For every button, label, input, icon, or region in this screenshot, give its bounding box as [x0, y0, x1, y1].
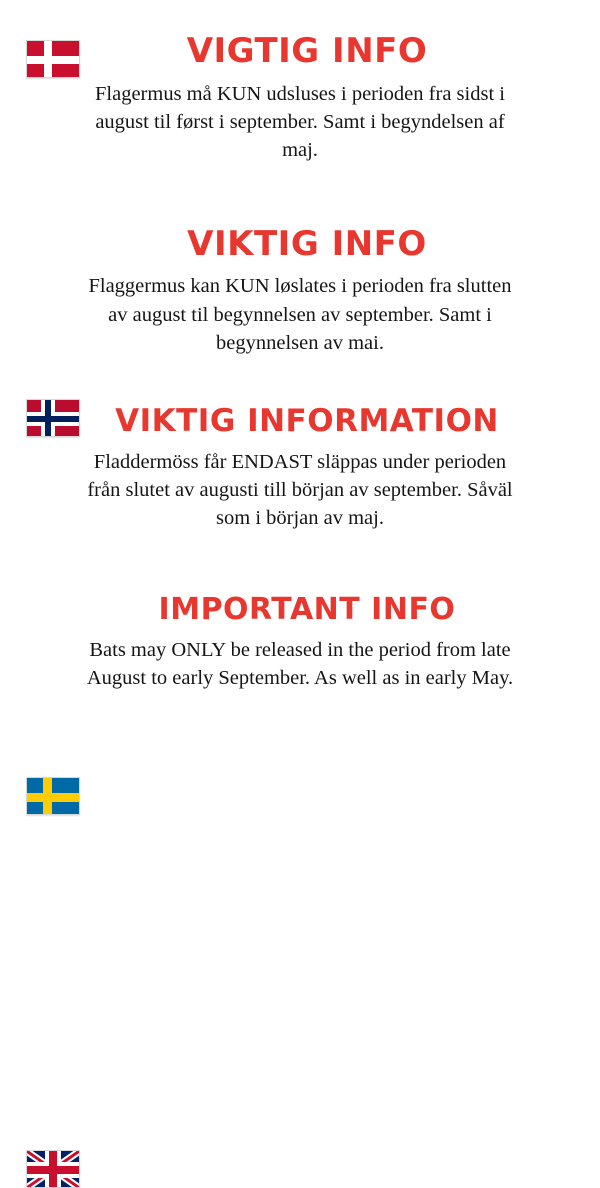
body-norwegian: Flaggermus kan KUN løslates i perioden fra slutten av august til begynnelsen av september. Samt i begynnelsen av mai.: [88, 275, 512, 354]
heading-swedish: VIKTIG INFORMATION: [115, 403, 499, 440]
section-danish: [0, 14, 600, 165]
heading-norwegian: VIKTIG INFO: [187, 223, 427, 264]
uk-flag-icon: [26, 1150, 80, 1188]
body-danish: Flagermus må KUN udsluses i perioden fra sidst i august til først i september. Samt i begyndelsen af maj.: [95, 82, 505, 162]
body-english: Bats may ONLY be released in the period from late August to early September. As well as in early May.: [86, 638, 514, 690]
sweden-flag-icon: [26, 777, 80, 815]
heading-danish: VIGTIG INFO: [186, 31, 428, 71]
section-swedish: [0, 363, 600, 532]
body-swedish: Fladdermöss får ENDAST släppas under perioden från slutet av augusti till början av september. Såväl som i början av maj.: [87, 450, 513, 530]
denmark-flag-icon: [26, 40, 80, 78]
section-english: [0, 538, 600, 692]
section-norwegian: [0, 171, 600, 358]
heading-english: IMPORTANT INFO: [158, 592, 456, 628]
